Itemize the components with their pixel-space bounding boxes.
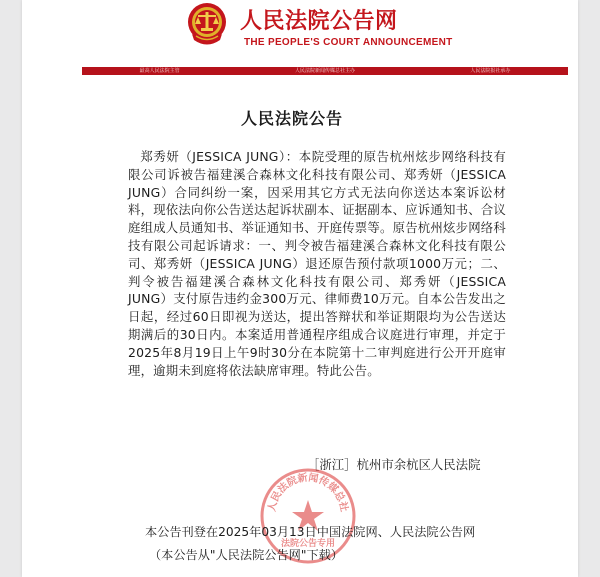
announcement-sheet [22, 0, 578, 577]
download-line: （本公告从"人民法院公告网"下载） [149, 548, 344, 562]
site-title: 人民法院公告网 [240, 9, 398, 34]
svg-text:人民法院新闻传媒总社: 人民法院新闻传媒总社 [266, 472, 350, 513]
banner-item: 最高人民法院主管 [139, 68, 180, 74]
court-emblem-icon [184, 0, 230, 48]
banner-item: 人民法院报社承办 [470, 68, 511, 74]
banner-item: 人民法院新闻传媒总社主办 [294, 68, 355, 74]
publish-line: 本公告刊登在2025年03月13日中国法院网、人民法院公告网 [145, 525, 476, 539]
svg-text:法院公告专用: 法院公告专用 [280, 539, 336, 549]
notice-title: 人民法院公告 [240, 109, 343, 128]
site-subtitle: THE PEOPLE'S COURT ANNOUNCEMENT [244, 37, 453, 48]
notice-body: 郑秀妍（JESSICA JUNG）：本院受理的原告杭州炫步网络科技有限公司诉被告福建溪合森林文化科技有限公司、郑秀妍（JESSICA JUNG）合同纠纷一案，因采用其它方式无法向你送达本案诉讼材料，现依法向你公告送达起诉状副本、证据副本、应诉通知书、合议庭组成人员通知书、举证通知书、开庭传票等。原告杭州炫步网络科技有限公司起诉请求：一、判令被告福建溪合森林文化科技有限公司、郑秀妍（JESSICA JUNG）退还原告预付款项1000万元；二、判令被告福建溪合森林文化科技有限公司、郑秀妍（JESSICA JUNG）支付原告违约金300万元、律师费10万元。自本公告发出之日起，经过60日即视为送达，提出答辩状和举证期限均为公告送达期满后的30日内。本案适用普通程序组成合议庭进行审理，并定于2025年8月19日上午9时30分在本院第十二审判庭进行公开开庭审理，逾期未到庭将依法缺席审理。特此公告。 [128, 149, 506, 378]
court-signature: ［浙江］杭州市余杭区人民法院 [307, 457, 481, 472]
header-banner [82, 67, 568, 75]
